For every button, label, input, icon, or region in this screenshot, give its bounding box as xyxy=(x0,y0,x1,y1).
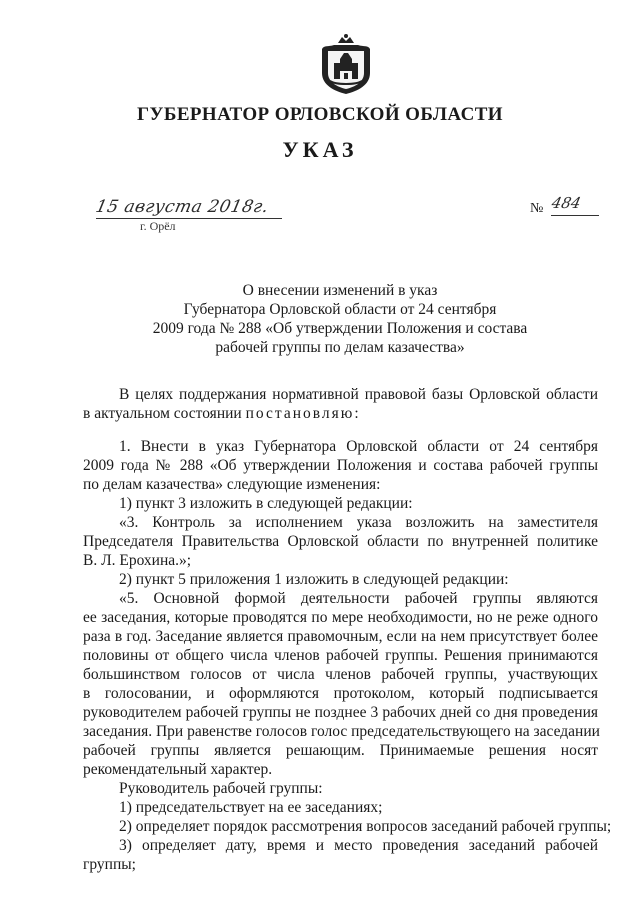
paragraph-line: 2009 года № 288 «Об утверждении Положения и состава рабочей группы xyxy=(83,457,598,474)
decree-keyword: постановляю xyxy=(245,405,355,422)
paragraph-line: 1) председательствует на ее заседаниях; xyxy=(119,799,383,816)
document-date: 15 августа 2018г. xyxy=(93,197,271,217)
preamble-line: В целях поддержания нормативной правовой базы Орловской области xyxy=(119,386,598,403)
paragraph-line: Председателя Правительства Орловской области по внутренней политике xyxy=(83,533,598,550)
paragraph-line: 2) определяет порядок рассмотрения вопросов заседаний рабочей группы; xyxy=(119,818,612,835)
title-line: 2009 года № 288 «Об утверждении Положения и состава xyxy=(152,320,528,337)
paragraph-line: половины от общего числа членов рабочей группы. Решения принимаются xyxy=(83,647,598,664)
document-city: г. Орёл xyxy=(140,219,176,233)
document-title xyxy=(120,281,560,357)
paragraph-line: большинством голосов от числа членов рабочей группы, участвующих xyxy=(83,666,598,683)
paragraph-line: в голосовании, и оформляются протоколом, который подписывается xyxy=(83,685,598,702)
paragraph-line: рабочей группы является решающим. Принимаемые решения носят xyxy=(83,742,598,759)
paragraph-line: Руководитель рабочей группы: xyxy=(119,780,323,797)
paragraph-line: ее заседания, которые проводятся по мере необходимости, но не реже одного xyxy=(83,609,598,626)
paragraph-line: группы; xyxy=(83,856,136,873)
paragraph-line: раза в год. Заседание является правомочным, если на нем присутствует более xyxy=(83,628,598,645)
paragraph-line: по делам казачества» следующие изменения: xyxy=(83,476,381,493)
issuing-authority: ГУБЕРНАТОР ОРЛОВСКОЙ ОБЛАСТИ xyxy=(137,104,503,125)
decree-body xyxy=(83,437,612,874)
document-type: УКАЗ xyxy=(282,137,358,162)
title-line: О внесении изменений в указ xyxy=(242,282,438,299)
number-underline xyxy=(551,215,599,216)
paragraph-line: 3) определяет дату, время и место проведения заседаний рабочей xyxy=(119,837,598,854)
coat-of-arms-icon xyxy=(316,33,376,95)
paragraph-line: заседания. При равенстве голосов голос председательствующего на заседании xyxy=(83,723,600,740)
paragraph-line: «5. Основной формой деятельности рабочей группы являются xyxy=(119,590,598,607)
number-label: № xyxy=(530,201,544,216)
paragraph-line: рекомендательный характер. xyxy=(83,761,273,778)
paragraph-line: В. Л. Ерохина.»; xyxy=(83,552,192,569)
paragraph-line: руководителем рабочей группы не позднее 3 рабочих дней со дня проведения xyxy=(83,704,598,721)
date-underline xyxy=(96,218,282,219)
preamble-line: в актуальном состоянии постановляю: xyxy=(83,405,359,422)
paragraph-line: 2) пункт 5 приложения 1 изложить в следующей редакции: xyxy=(119,571,509,588)
paragraph-line: 1. Внести в указ Губернатора Орловской области от 24 сентября xyxy=(119,438,598,455)
document-number: 484 xyxy=(550,194,583,212)
paragraph-line: «3. Контроль за исполнением указа возложить на заместителя xyxy=(119,514,598,531)
title-line: рабочей группы по делам казачества» xyxy=(215,339,465,356)
preamble xyxy=(83,385,598,423)
title-line: Губернатора Орловской области от 24 сентября xyxy=(183,301,497,318)
paragraph-line: 1) пункт 3 изложить в следующей редакции: xyxy=(119,495,413,512)
